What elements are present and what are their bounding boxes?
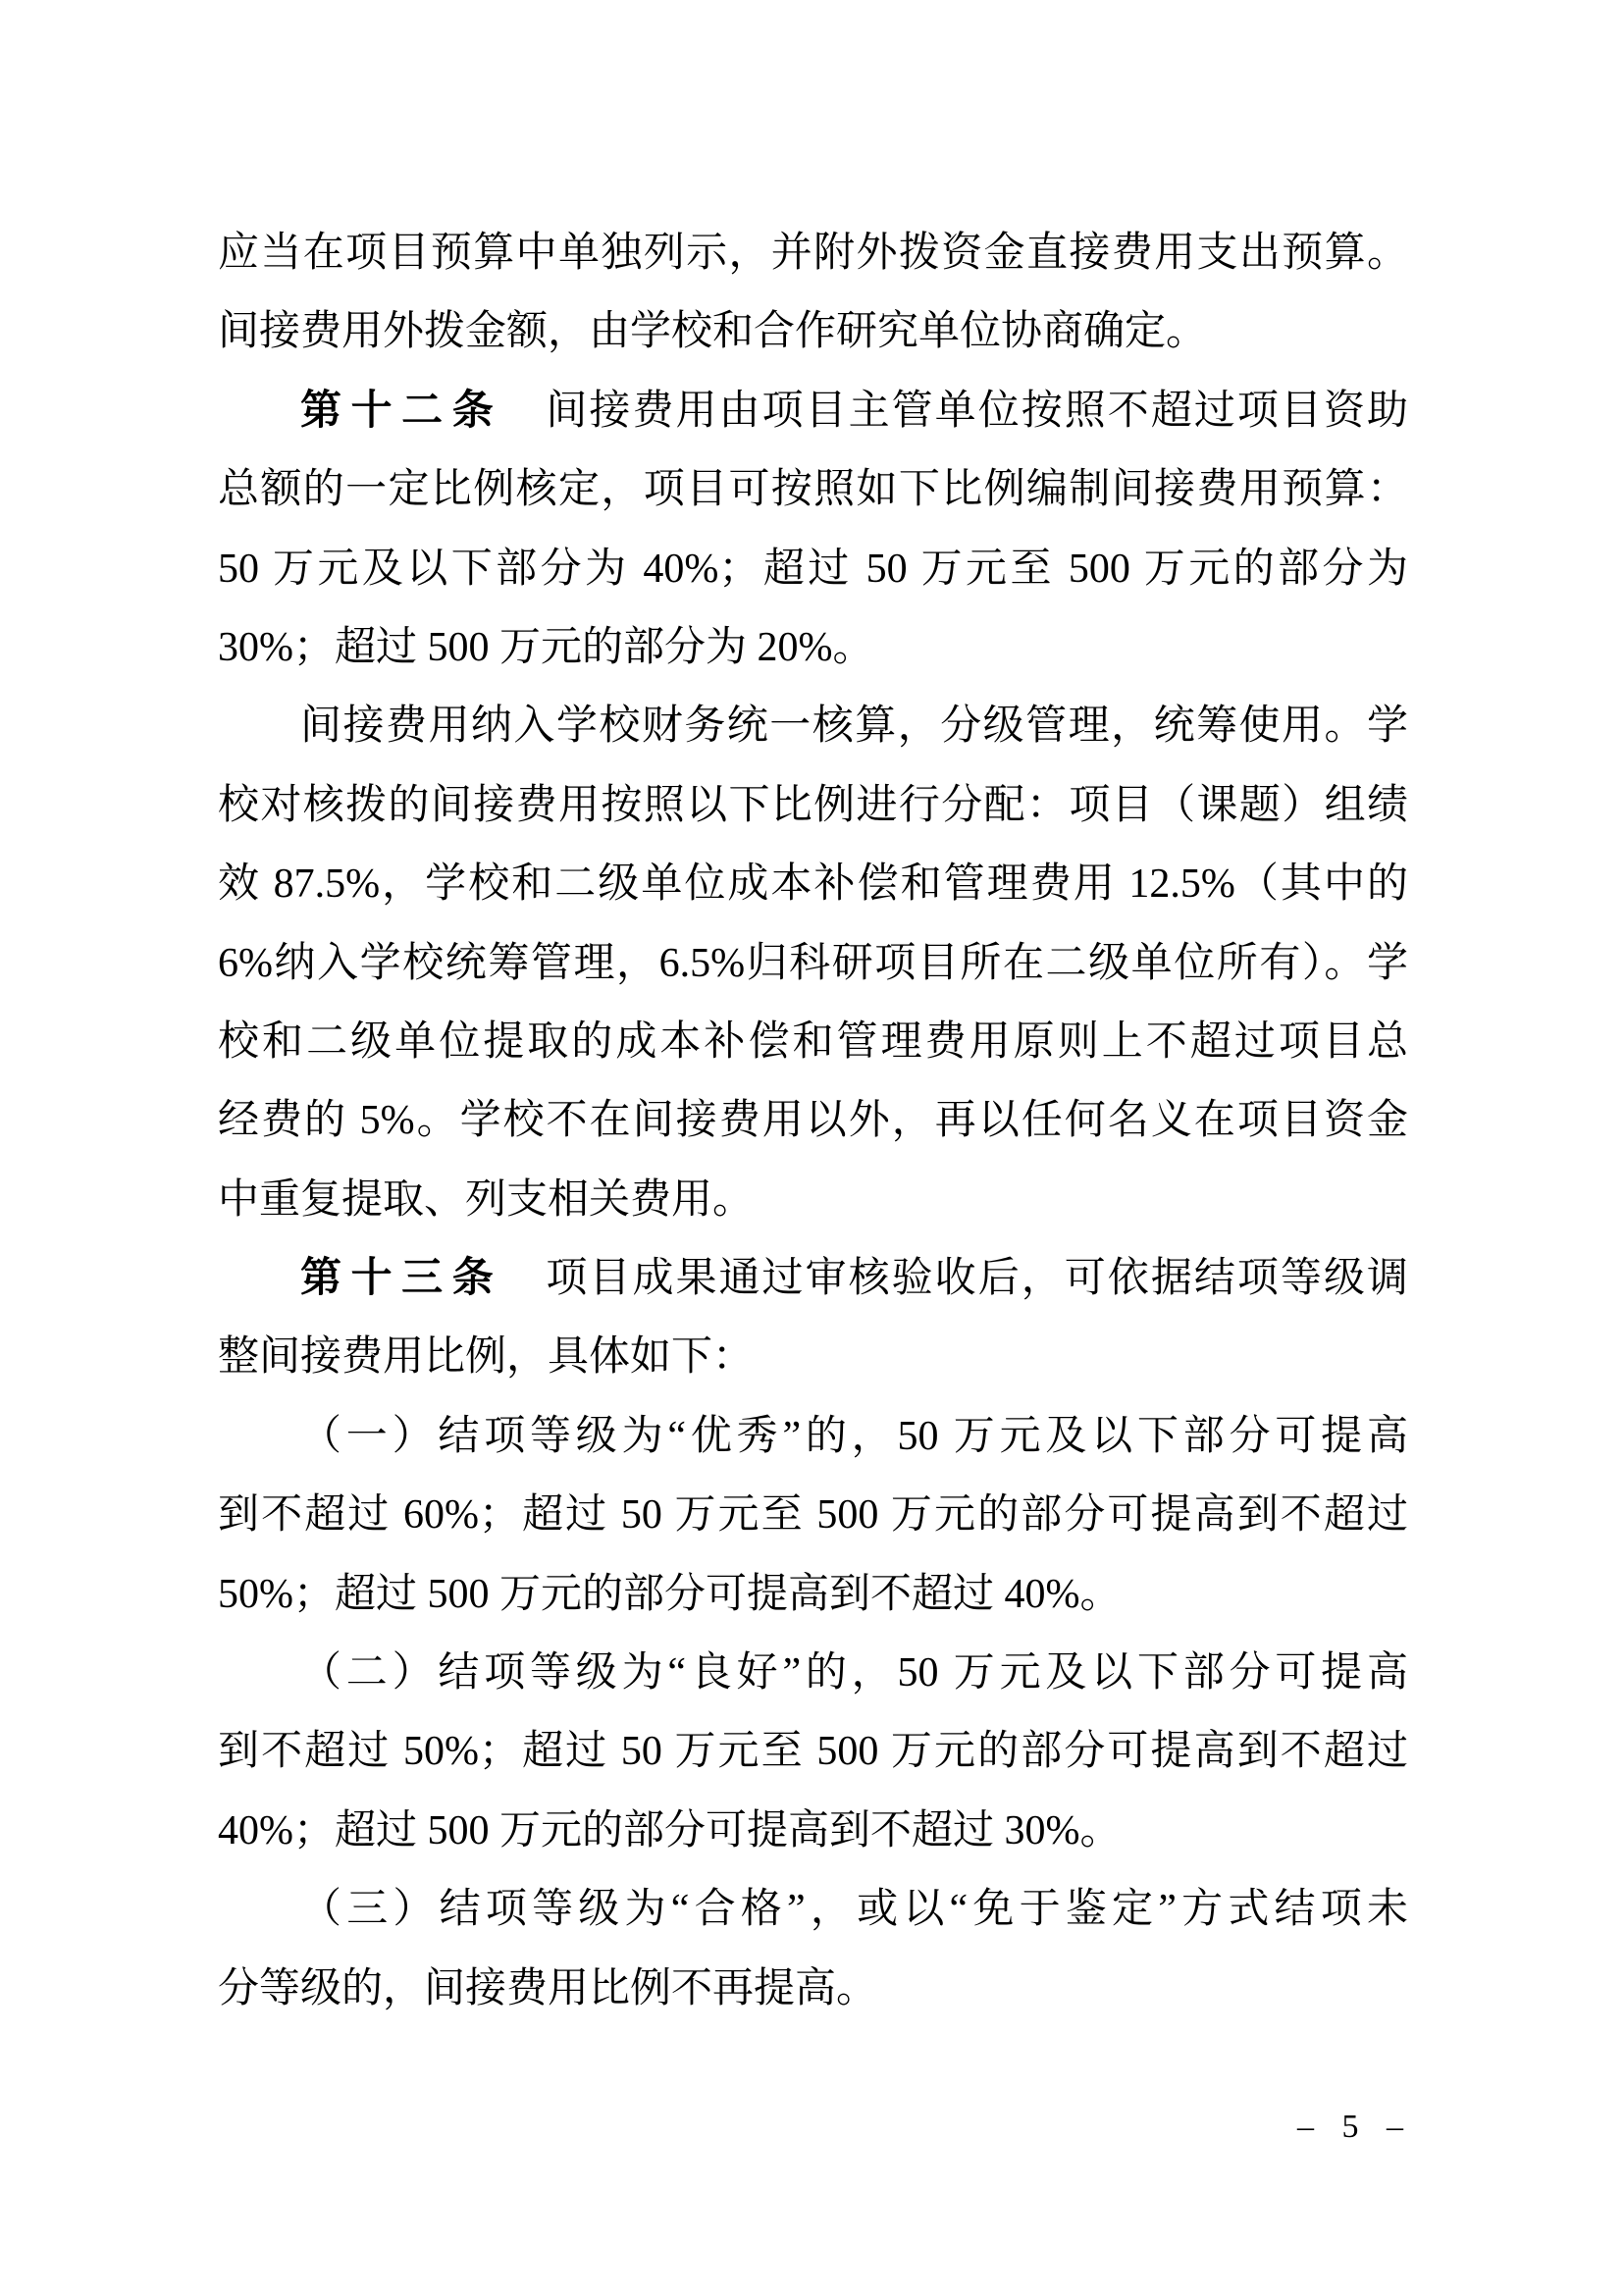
text-line: 6%纳入学校统筹管理，6.5%归科研项目所在二级单位所有）。学: [218, 940, 1408, 986]
text-line: 中重复提取、列支相关费用。: [218, 1176, 755, 1223]
text-line: [218, 1239, 1408, 1318]
text-line: 30%；超过 500 万元的部分为 20%。: [218, 624, 874, 670]
text-line: （三）结项等级为“合格”，或以“免于鉴定”方式结项未: [300, 1887, 1408, 1933]
page-number: – 5 –: [1297, 2109, 1413, 2145]
document-body: [218, 214, 1408, 2028]
text-line: 应当在项目预算中单独列示，并附外拨资金直接费用支出预算。: [218, 231, 1408, 276]
text-line: 50 万元及以下部分为 40%；超过 50 万元至 500 万元的部分为: [218, 546, 1408, 592]
text-line: 间接费用外拨金额，由学校和合作研究单位协商确定。: [218, 309, 1208, 355]
text-line: [218, 372, 1408, 450]
text-line: 40%；超过 500 万元的部分可提高到不超过 30%。: [218, 1807, 1122, 1853]
text-line: 校和二级单位提取的成本补偿和管理费用原则上不超过项目总: [218, 1018, 1408, 1065]
text-line: 整间接费用比例，具体如下：: [218, 1334, 755, 1381]
line-text: 间接费用由项目主管单位按照不超过项目资助: [502, 388, 1408, 434]
text-line: 分等级的，间接费用比例不再提高。: [218, 1965, 878, 2011]
text-line: 50%；超过 500 万元的部分可提高到不超过 40%。: [218, 1571, 1122, 1617]
text-line: 经费的 5%。学校不在间接费用以外，再以任何名义在项目资金: [218, 1098, 1408, 1144]
article-13-heading: 第十三条: [300, 1256, 503, 1302]
text-line: （一）结项等级为“优秀”的，50 万元及以下部分可提高: [300, 1413, 1408, 1459]
text-line: 校对核拨的间接费用按照以下比例进行分配：项目（课题）组绩: [218, 782, 1408, 828]
text-line: 总额的一定比例核定，项目可按照如下比例编制间接费用预算：: [218, 467, 1408, 513]
text-line: 到不超过 50%；超过 50 万元至 500 万元的部分可提高到不超过: [218, 1729, 1408, 1775]
text-line: 间接费用纳入学校财务统一核算，分级管理，统筹使用。学: [300, 704, 1408, 750]
line-text: 项目成果通过审核验收后，可依据结项等级调: [502, 1256, 1408, 1302]
text-line: 到不超过 60%；超过 50 万元至 500 万元的部分可提高到不超过: [218, 1492, 1408, 1539]
text-line: （二）结项等级为“良好”的，50 万元及以下部分可提高: [300, 1650, 1408, 1696]
text-line: 效 87.5%，学校和二级单位成本补偿和管理费用 12.5%（其中的: [218, 861, 1408, 908]
article-12-heading: 第十二条: [300, 388, 503, 434]
